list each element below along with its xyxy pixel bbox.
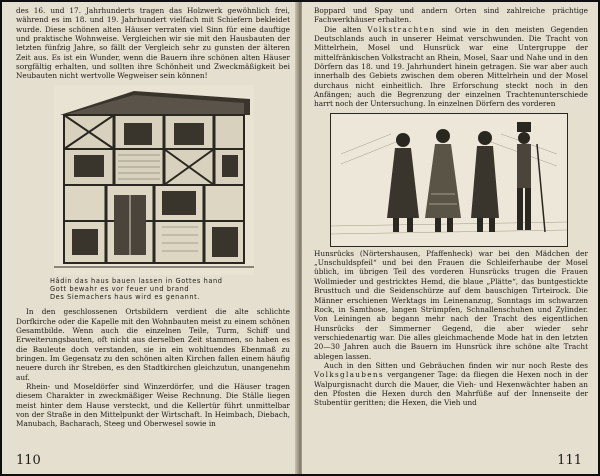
caption-line: Gott bewahr es vor feuer und brand <box>50 284 190 293</box>
book-spread <box>2 2 598 474</box>
right-paragraph-costumes <box>314 25 588 109</box>
right-page <box>302 2 598 474</box>
para-lead: Auch in den Sitten und Gebräuchen finden wir nur noch Reste des <box>324 360 588 370</box>
para-body: vergangener Tage: da fliegen die Hexen noch in der Walpurgisnacht durch die Mauer, die Vieh- und Hexenwächter haben an den Pfosten die Hexen durch den Mahrfüße auf der Innenseite der Stubentür geritten; die Hexen, die Vieh und <box>314 370 588 408</box>
right-top-paragraph: Boppard und Spay und andern Orten sind zahlreiche prächtige Fachwerkhäuser erhalten. <box>314 6 588 25</box>
left-paragraph-villages: Rhein- und Moseldörfer sind Winzerdörfer, und die Häuser tragen diesem Charakter in zweckmäßiger Weise Rechnung. Die Ställe liegen meist hinter dem Hause versteckt, und die Kellertür führt unmittelbar von der Straße in den Mittelpunkt der Wirtschaft. In Heimbach, Diebach, Manubach, Bacharach, Steeg und Oberwesel sowie in <box>16 382 290 429</box>
costume-figures-illustration <box>331 114 567 246</box>
half-timbered-house-illustration <box>54 85 254 275</box>
para-lead: Die alten <box>324 24 368 34</box>
emphasis-term: Volkstrachten <box>367 24 436 34</box>
emphasis-term: Volksglaubens <box>314 370 384 380</box>
right-paragraph-beliefs <box>314 361 588 408</box>
costume-illustration <box>330 113 568 247</box>
right-paragraph-hunsrueck: Hunsrücks (Nörtershausen, Pfaffenheck) war bei den Mädchen der „Unschuldspfeil“ und bei den Frauen die Schleiferhaube der Mosel üblich, im übrigen Teil des vorderen Hunsrücks trugen die Frauen Wollmieder und gestricktes Hemd, die blaue „Plätte“, das buntgestickte Brusttuch und die Seidenschürze auf dem bauschigen Tirteirock. Die Männer erschienen Werktags im Leinenanzug, Sonntags im schwarzen Rock, in Samthose, langen Strümpfen, Schnallenschuhen und Zylinder. Von Leiningen ab begann mehr nach der Tracht des eigentlichen Hunsrücks der Simmerner Gegend, die aber wieder sehr verschiedenartig war. Die alles gleichmachende Mode hat in den letzten 20—30 Jahren auch die Bauern im Hunsrück ihre schöne alte Tracht ablegen lassen. <box>314 248 588 361</box>
para-body: sind wie in den meisten Gegenden Deutschlands auch in unserer Heimat verschwunden. Die Tracht von Mittelrhein, Mosel und Hunsrück war eine Untergruppe der mittelfränkischen Volkstracht an Rhein, Mosel, Saar und Nahe und in den Dörfern das 18. und 19. Jahrhundert hinein getragen. Sie war aber auch innerhalb des Gebiets zwischen dem oberen Mittelrhein und der Mosel durchaus nicht einheitlich. Ihre Erforschung steckt noch in den Anfängen; auch die Begrenzung der einzelnen Trachtenunterschiede harrt noch der Untersuchung. In einzelnen Dörfern des vorderen <box>314 24 589 109</box>
illustration-caption <box>50 277 290 302</box>
page-number-right: 111 <box>557 453 582 468</box>
left-page <box>2 2 298 474</box>
page-number-left: 110 <box>16 453 41 468</box>
house-illustration <box>54 85 254 275</box>
left-paragraph-churches: In den geschlossenen Ortsbildern verdient die alte schlichte Dorfkirche oder die Kapelle mit den Wohnbauten meist zu einem schönen Gesamtbilde. Wenn auch die einzelnen Teile, Turm, Schiff und Erweiterungsbauten, oft nicht aus derselben Zeit stammen, so haben es die Bauleute doch verstanden, sie in ein wohltuendes Ebenmaß zu bringen. Im Gegensatz zu den schönen alten Kirchen fallen einem häufig neuere durch ihr Streben, es den Stadtkirchen gleichzutun, unangenehm auf. <box>16 307 290 382</box>
caption-line: Des Siemachers haus wird es genannt. <box>50 293 201 302</box>
caption-line: Hâdin das haus bauen lassen in Gottes hand <box>50 276 223 285</box>
left-top-paragraph: des 16. und 17. Jahrhunderts tragen das Holzwerk gewöhnlich frei, während es im 18. und 19. Jahrhundert vielfach mit Schiefern bekleidet wurde. Diese schönen alten Häuser verraten viel Sinn für eine dauftige und praktische Wohnweise. Vergleichen wir sie mit den Hausbauten der letzten fünfzig Jahre, so fällt der Vergleich sehr zu gunsten der älteren Zeit aus. Es ist ein Wunder, wenn die Bauern ihre schönen alten Häuser sorgfältig erhalten, und sollten ihre Schönheit und Zweckmäßigkeit bei Neubauten nicht wertvolle Wegweiser sein können! <box>16 6 290 81</box>
